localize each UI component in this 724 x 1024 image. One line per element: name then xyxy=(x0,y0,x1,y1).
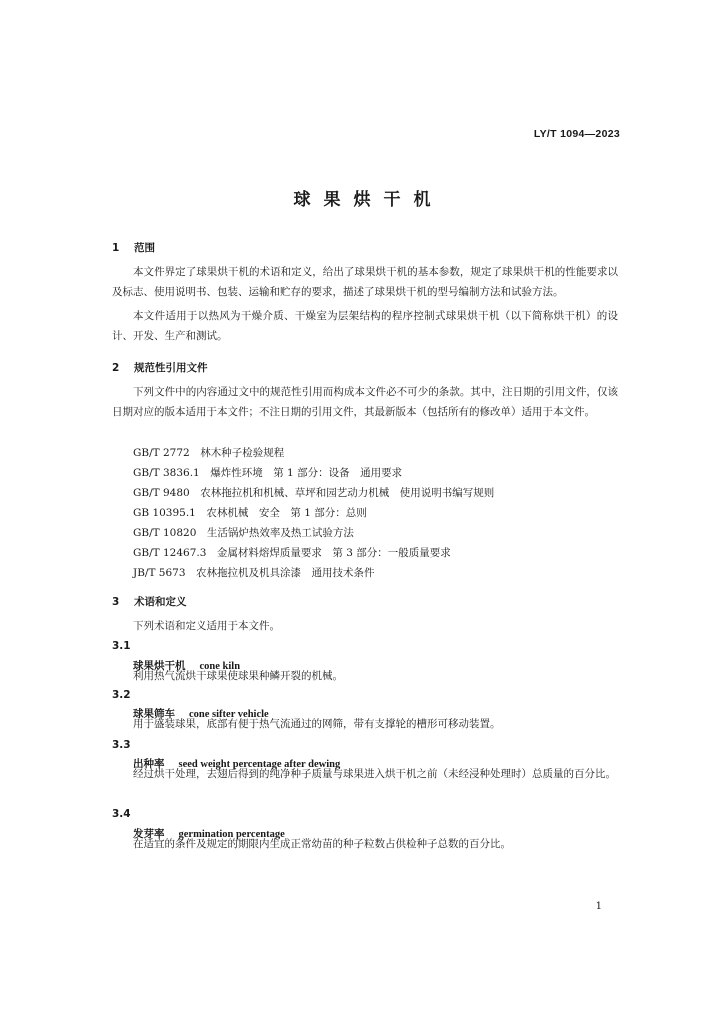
section-1-paragraph: 本文件适用于以热风为干燥介质、干燥室为层架结构的程序控制式球果烘干机（以下简称烘干机）的设计、开发、生产和测试。 xyxy=(112,310,618,342)
term-chinese: 球果筛车 xyxy=(133,708,175,720)
term-definition: 在适宜的条件及规定的期限内生成正常幼苗的种子粒数占供检种子总数的百分比。 xyxy=(133,838,511,850)
page-number: 1 xyxy=(595,901,602,912)
term-definition: 利用热气流烘干球果使球果种鳞开裂的机械。 xyxy=(133,670,343,682)
section-number: 2 xyxy=(112,362,120,374)
section-number: 1 xyxy=(112,242,120,254)
reference-item: GB/T 2772 林木种子检验规程 xyxy=(133,447,285,459)
clause-number: 3.4 xyxy=(112,808,131,820)
term-chinese: 发芽率 xyxy=(133,828,165,840)
clause-number: 3.3 xyxy=(112,739,131,751)
reference-item: GB 10395.1 农林机械 安全 第 1 部分：总则 xyxy=(133,507,367,519)
section-1-paragraph: 本文件界定了球果烘干机的术语和定义，给出了球果烘干机的基本参数，规定了球果烘干机的性能要求以及标志、使用说明书、包装、运输和贮存的要求，描述了球果烘干机的型号编制方法和试验方法。 xyxy=(112,266,618,298)
term-chinese: 出种率 xyxy=(133,758,165,770)
standard-code: LY/T 1094—2023 xyxy=(533,128,620,140)
reference-item: GB/T 9480 农林拖拉机和机械、草坪和园艺动力机械 使用说明书编写规则 xyxy=(133,487,495,499)
section-3-heading xyxy=(112,594,187,609)
reference-item: GB/T 10820 生活锅炉热效率及热工试验方法 xyxy=(133,527,354,539)
section-title: 术语和定义 xyxy=(134,596,187,608)
reference-item: GB/T 3836.1 爆炸性环境 第 1 部分：设备 通用要求 xyxy=(133,467,403,479)
term-english: seed weight percentage after dewing xyxy=(178,759,341,770)
document-title: 球果烘干机 xyxy=(293,190,444,210)
section-number: 3 xyxy=(112,596,120,608)
term-english: cone kiln xyxy=(199,661,241,672)
section-3-intro: 下列术语和定义适用于本文件。 xyxy=(133,620,280,632)
clause-number: 3.2 xyxy=(112,689,131,701)
term-definition: 经过烘干处理，去翅后得到的纯净种子质量与球果进入烘干机之前（未经浸种处理时）总质量的百分比。 xyxy=(133,768,616,780)
section-title: 范围 xyxy=(134,242,155,254)
clause-number: 3.1 xyxy=(112,640,131,652)
section-2-intro: 下列文件中的内容通过文中的规范性引用而构成本文件必不可少的条款。其中，注日期的引用文件，仅该日期对应的版本适用于本文件；不注日期的引用文件，其最新版本（包括所有的修改单）适用于本文件。 xyxy=(112,386,618,418)
term-english: germination percentage xyxy=(178,829,285,840)
reference-item: JB/T 5673 农林拖拉机及机具涂漆 通用技术条件 xyxy=(133,567,375,579)
term-english: cone sifter vehicle xyxy=(189,709,269,720)
reference-item: GB/T 12467.3 金属材料熔焊质量要求 第 3 部分：一般质量要求 xyxy=(133,547,451,559)
section-2-heading xyxy=(112,360,208,375)
term-definition: 用于盛装球果，底部有便于热气流通过的网筛，带有支撑轮的槽形可移动装置。 xyxy=(133,718,501,730)
section-1-heading xyxy=(112,240,155,255)
term-chinese: 球果烘干机 xyxy=(133,660,186,672)
section-title: 规范性引用文件 xyxy=(134,362,208,374)
